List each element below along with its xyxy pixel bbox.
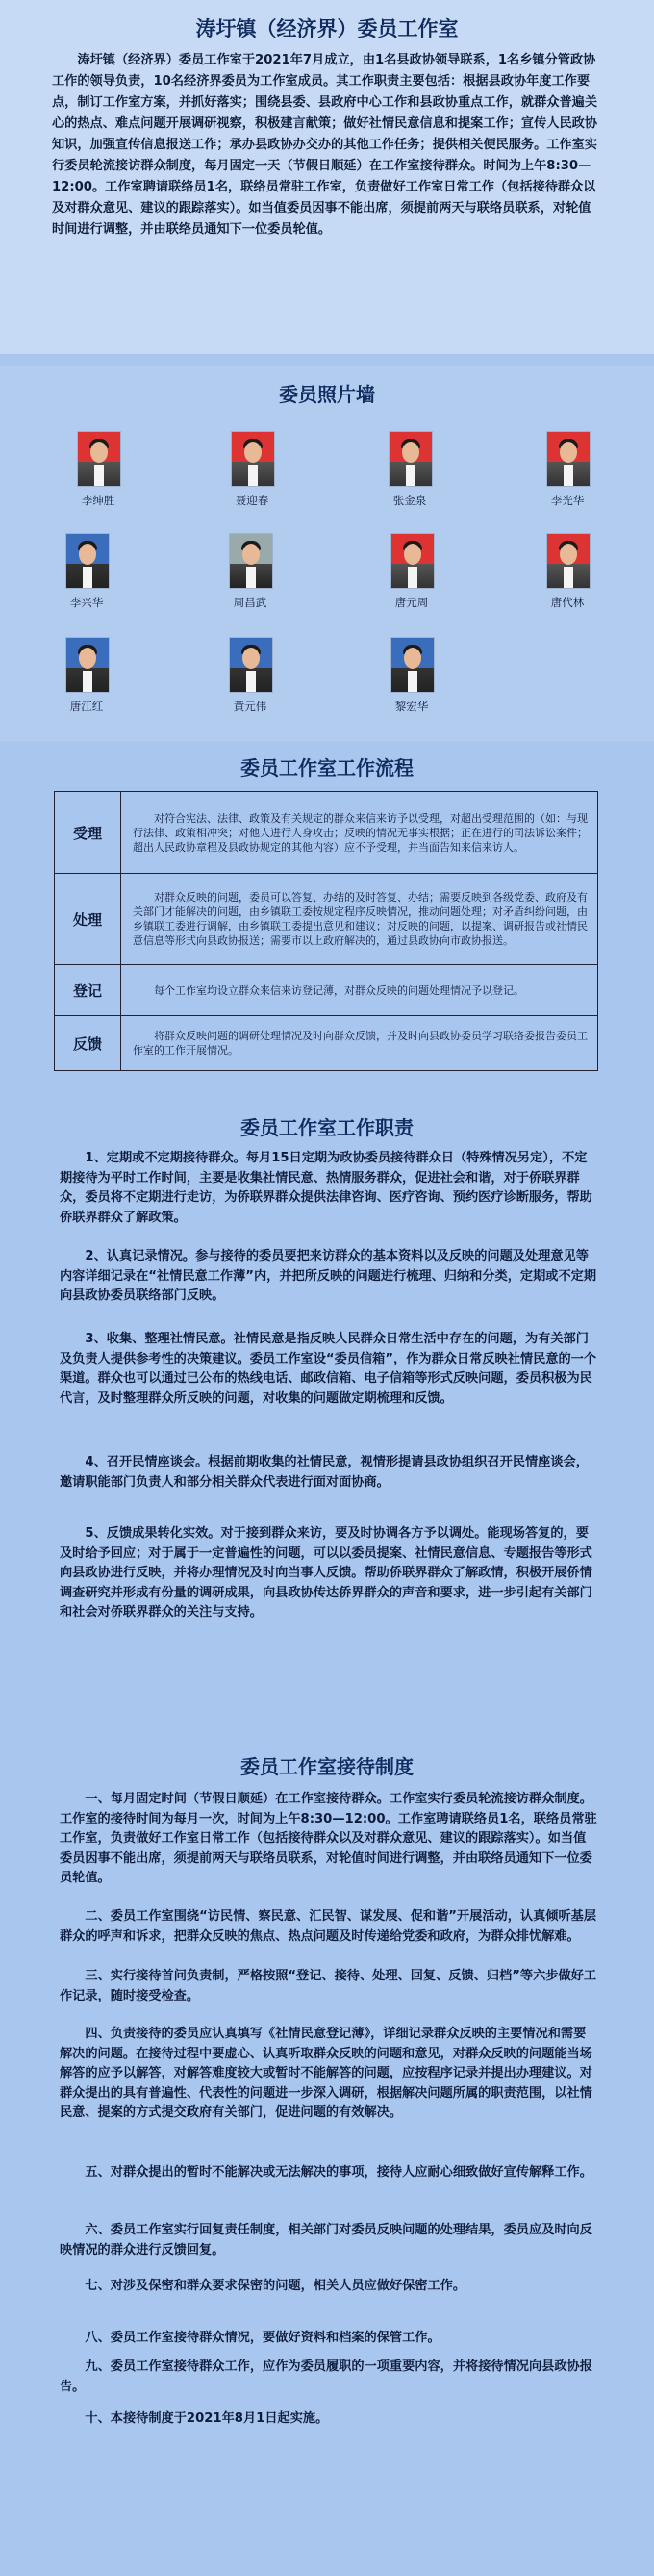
member-name: 李兴华: [69, 596, 104, 609]
workflow-section: [0, 731, 654, 1087]
photo-wall-title: 委员照片墙: [279, 383, 375, 406]
member-photo: [77, 431, 121, 487]
duty-item: 4、召开民情座谈会。根据前期收集的社情民意，视情形提请县政协组织召开民情座谈会，邀请职能部门负责人和部分相关群众代表进行面对面协商。: [60, 1455, 589, 1490]
workflow-title: 委员工作室工作流程: [240, 756, 414, 779]
member-card: [198, 431, 294, 514]
system-title: 委员工作室接待制度: [240, 1755, 414, 1778]
duty-item: 2、认真记录情况。参与接待的委员要把来访群众的基本资料以及反映的问题及处理意见等内容详细记录在“社情民意工作薄”内，并把所反映的问题进行梳理、归纳和分类，定期或不定期向县政协委员联络部门反映。: [60, 1249, 597, 1303]
member-name: 唐江红: [69, 700, 104, 713]
member-name: 黎宏华: [394, 700, 429, 713]
member-name: 李绅胜: [81, 494, 115, 507]
system-rule: 六、委员工作室实行回复责任制度，相关部门对委员反映问题的处理结果，委员应及时向反映情况的群众进行反馈回复。: [60, 2223, 592, 2257]
member-name: 周昌武: [233, 596, 267, 609]
system-section: [0, 1713, 654, 2576]
duty-item: 3、收集、整理社情民意。社情民意是指反映人民群众日常生活中存在的问题，为有关部门及负责人提供参考性的决策建议。委员工作室设“委员信箱”，作为群众日常反映社情民意的一个渠道。群众也可以通过已公布的热线电话、邮政信箱、电子信箱等形式反映问题，委员积极为民代言，及时整理群众所反映的问题，对收集的问题做定期梳理和反馈。: [60, 1332, 597, 1406]
workflow-step-label: 受理: [55, 792, 121, 874]
workflow-step-label: 反馈: [55, 1016, 121, 1071]
member-name: 黄元伟: [233, 700, 267, 713]
member-card: [33, 533, 129, 616]
member-photo: [229, 533, 273, 589]
workflow-step-desc: 对群众反映的问题，委员可以答复、办结的及时答复、办结；需要反映到各级党委、政府及有关部门才能解决的问题，由乡镇联工委按规定程序反映情况，推动问题处理；对矛盾纠纷问题，由乡镇联工委进行调解，由乡镇联工委提出意见和建议；对反映的问题，以提案、调研报告或社情民意信息等形式向县政协报送；需要市以上政府解决的，通过县政协向市政协报送。: [121, 874, 598, 965]
workflow-table: [54, 791, 598, 1071]
workflow-step-label: 登记: [55, 965, 121, 1016]
member-card: [196, 533, 292, 616]
page-title: 涛圩镇（经济界）委员工作室: [195, 17, 459, 40]
member-name: 李光华: [550, 494, 585, 507]
workflow-row: [55, 1016, 598, 1071]
member-photo: [546, 533, 591, 589]
duties-title: 委员工作室工作职责: [240, 1116, 414, 1139]
member-card: [44, 431, 140, 514]
member-card: [196, 637, 292, 720]
intro-paragraph: 涛圩镇（经济界）委员工作室于2021年7月成立，由1名县政协领导联系，1名乡镇分管政协工作的领导负责，10名经济界委员为工作室成员。其工作职责主要包括：根据县政协年度工作要点，制订工作室方案，并抓好落实；围绕县委、县政府中心工作和县政协重点工作，就群众普遍关心的热点、难点问题开展调研视察，积极建言献策；做好社情民意信息和提案工作；宣传人民政协知识，加强宣传信息报送工作；承办县政协办交办的其他工作任务；提供相关便民服务。工作室实行委员轮流接访群众制度，每月固定一天（节假日顺延）在工作室接待群众。时间为上午8:30—12:00。工作室聘请联络员1名，联络员常驻工作室，负责做好工作室日常工作（包括接待群众以及对群众意见、建议的跟踪落实）。如当值委员因事不能出席，须提前两天与联络员联系，对轮值时间进行调整，并由联络员通知下一位委员轮值。: [52, 53, 598, 237]
member-name: 张金泉: [392, 494, 427, 507]
duties-section: [0, 1107, 654, 1713]
system-rule: 九、委员工作室接待群众工作，应作为委员履职的一项重要内容，并将接待情况向县政协报告。: [60, 2359, 592, 2394]
workflow-row: [55, 965, 598, 1016]
system-rule: 二、委员工作室围绕“访民情、察民意、汇民智、谋发展、促和谐”开展活动，认真倾听基层群众的呼声和诉求，把群众反映的焦点、热点问题及时传递给党委和政府，为群众排忧解难。: [60, 1909, 597, 1944]
member-name: 唐代林: [550, 596, 585, 609]
member-photo: [65, 533, 110, 589]
workflow-step-desc: 对符合宪法、法律、政策及有关规定的群众来信来访予以受理，对超出受理范围的（如：与现行法律、政策相冲突；对他人进行人身攻击；反映的情况无事实根据；正在进行的司法诉讼案件；超出人民政协章程及县政协规定的其他内容）应不予受理，并当面告知来信来访人。: [121, 792, 598, 874]
duty-item: 1、定期或不定期接待群众。每月15日定期为政协委员接待群众日（特殊情况另定），不定期接待为平时工作时间，主要是收集社情民意、热情服务群众，促进社会和谐，对于侨联界群众，委员将不定期进行走访，为侨联界群众提供法律咨询、医疗咨询、预约医疗诊断服务，帮助侨联界群众了解政策。: [60, 1151, 592, 1225]
system-rule: 五、对群众提出的暂时不能解决或无法解决的事项，接待人应耐心细致做好宣传解释工作。: [85, 2165, 592, 2180]
member-card: [514, 431, 610, 514]
member-name: 唐元周: [394, 596, 429, 609]
member-photo: [65, 637, 110, 693]
system-rule: 七、对涉及保密和群众要求保密的问题，相关人员应做好保密工作。: [85, 2279, 466, 2293]
intro-section: [0, 0, 654, 354]
duty-item: 5、反馈成果转化实效。对于接到群众来访，要及时协调各方予以调处。能现场答复的，要及时给予回应；对于属于一定普遍性的问题，可以以委员提案、社情民意信息、专题报告等形式向县政协进行反映，并将办理情况及时向当事人反馈。帮助侨联界群众了解政情，积极开展侨情调查研究并形成有份量的调研成果，向县政协传达侨界群众的声音和要求，进一步引起有关部门和社会对侨联界群众的关注与支持。: [60, 1526, 592, 1620]
system-rule: 一、每月固定时间（节假日顺延）在工作室接待群众。工作室实行委员轮流接访群众制度。工作室的接待时间为每月一次，时间为上午8:30—12:00。工作室聘请联络员1名，联络员常驻工作室，负责做好工作室日常工作（包括接待群众以及对群众意见、建议的跟踪落实）。如当值委员因事不能出席，须提前两天与联络员联系，对轮值时间进行调整，并由联络员通知下一位委员轮值。: [60, 1792, 597, 1885]
member-photo: [390, 637, 435, 693]
member-photo: [390, 533, 435, 589]
system-rule: 十、本接待制度于2021年8月1日起实施。: [85, 2411, 329, 2426]
workflow-step-desc: 将群众反映问题的调研处理情况及时向群众反馈，并及时向县政协委员学习联络委报告委员工作室的工作开展情况。: [121, 1016, 598, 1071]
member-photo: [389, 431, 433, 487]
system-rule: 八、委员工作室接待群众情况，要做好资料和档案的保管工作。: [85, 2331, 440, 2345]
workflow-step-desc: 每个工作室均设立群众来信来访登记薄，对群众反映的问题处理情况予以登记。: [121, 965, 598, 1016]
system-rule: 四、负责接待的委员应认真填写《社情民意登记薄》，详细记录群众反映的主要情况和需要解决的问题。在接待过程中要虚心、认真听取群众反映的问题和意见，对群众反映的问题能当场解答的应予以解答，对解答难度较大或暂时不能解答的问题，应按程序记录并提出办理建议。对群众提出的具有普遍性、代表性的问题进一步深入调研，根据解决问题所属的职责范围，以社情民意、提案的方式提交政府有关部门，促进问题的有效解决。: [60, 2027, 592, 2120]
workflow-row: [55, 792, 598, 874]
photo-wall-section: [0, 366, 654, 741]
member-card: [358, 637, 454, 720]
member-photo: [231, 431, 275, 487]
member-card: [33, 637, 129, 720]
workflow-row: [55, 874, 598, 965]
member-photo: [546, 431, 591, 487]
member-card: [358, 533, 454, 616]
member-card: [356, 431, 452, 514]
member-name: 聂迎春: [235, 494, 269, 507]
member-card: [514, 533, 610, 616]
system-rule: 三、实行接待首问负责制，严格按照“登记、接待、处理、回复、反馈、归档”等六步做好工作记录，随时接受检查。: [60, 1969, 597, 2003]
member-photo: [229, 637, 273, 693]
workflow-step-label: 处理: [55, 874, 121, 965]
